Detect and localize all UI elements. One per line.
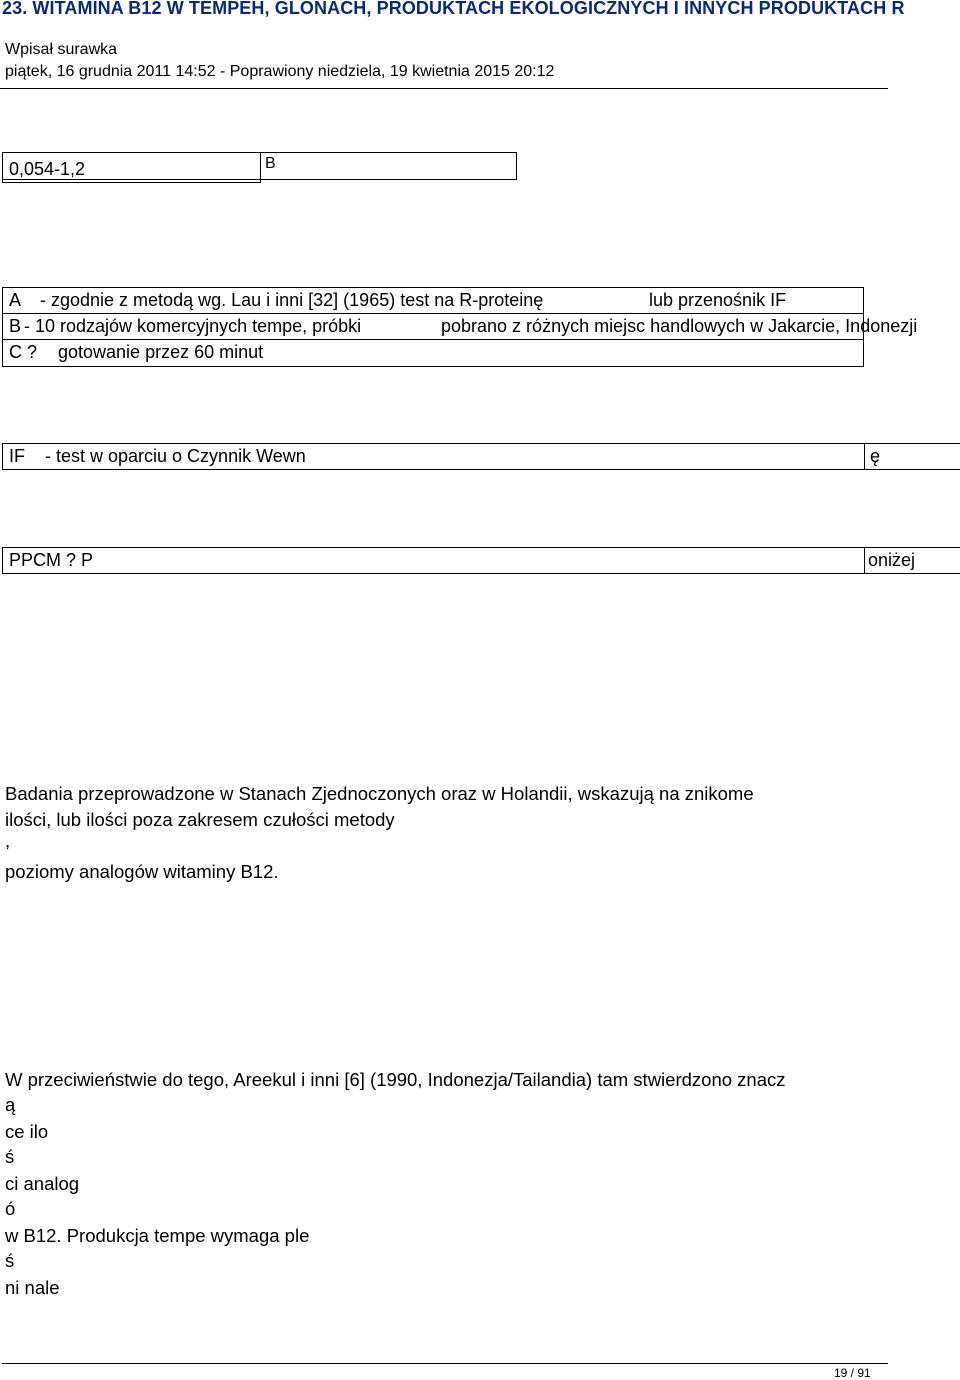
note-c-text: gotowanie przez 60 minut bbox=[58, 342, 264, 362]
paragraph2-line7: w B12. Produkcja tempe wymaga ple bbox=[5, 1225, 310, 1246]
ppcm-tail: oniżej bbox=[868, 550, 916, 570]
note-c-key: C ? bbox=[9, 342, 38, 362]
paragraph1-line2: ilości, lub ilości poza zakresem czułości metody bbox=[5, 809, 395, 830]
if-row-cell-divider bbox=[864, 443, 865, 470]
header-divider bbox=[0, 88, 888, 89]
paragraph2-line8: ś bbox=[5, 1250, 15, 1271]
notes-row-divider-2 bbox=[2, 339, 864, 340]
paragraph2-line1: W przeciwieństwie do tego, Areekul i inni [6] (1990, Indonezja/Tailandia) tam stwierdzono znacz bbox=[5, 1069, 786, 1090]
range-value: 0,054-1,2 bbox=[9, 159, 86, 179]
paragraph1-line4: poziomy analogów witaminy B12. bbox=[5, 861, 279, 882]
paragraph2-line3: ce ilo bbox=[5, 1121, 49, 1142]
article-dates: piątek, 16 grudnia 2011 14:52 - Poprawiony niedziela, 19 kwietnia 2015 20:12 bbox=[5, 63, 555, 80]
ppcm-row-cell-divider bbox=[864, 547, 865, 574]
note-b-tail: pobrano z różnych miejsc handlowych w Jakarcie, Indonezji bbox=[441, 316, 918, 336]
note-b-key: B bbox=[9, 316, 22, 336]
note-a-tail: lub przenośnik IF bbox=[649, 290, 787, 310]
ppcm-key: PPCM ? P bbox=[9, 550, 94, 570]
paragraph2-line9: ni nale bbox=[5, 1277, 60, 1298]
footer-divider bbox=[2, 1363, 888, 1364]
note-b-text: - 10 rodzajów komercyjnych tempe, próbki bbox=[24, 316, 362, 336]
if-tail: ę bbox=[870, 446, 881, 466]
ppcm-row bbox=[2, 547, 960, 574]
paragraph2-line2: ą bbox=[5, 1094, 16, 1115]
note-a-key: A bbox=[9, 290, 22, 310]
paragraph2-line5: ci analog bbox=[5, 1173, 80, 1194]
range-label: B bbox=[265, 155, 276, 172]
paragraph1-line1: Badania przeprowadzone w Stanach Zjednoczonych oraz w Holandii, wskazują na znikome bbox=[5, 783, 754, 804]
note-a-text: - zgodnie z metodą wg. Lau i inni [32] (1965) test na R-proteinę bbox=[40, 290, 544, 310]
if-text: - test w oparciu o Czynnik Wewn bbox=[45, 446, 306, 466]
page-number: 19 / 91 bbox=[834, 1366, 871, 1380]
paragraph1-line3: , bbox=[5, 830, 11, 851]
article-author: Wpisał surawka bbox=[5, 41, 118, 58]
if-key: IF bbox=[9, 446, 25, 466]
paragraph2-line4: ś bbox=[5, 1146, 15, 1167]
notes-row-divider-1 bbox=[2, 313, 864, 314]
article-title: 23. WITAMINA B12 W TEMPEH, GLONACH, PRODUKTACH EKOLOGICZNYCH I INNYCH PRODUKTACH R bbox=[2, 0, 905, 18]
paragraph2-line6: ó bbox=[5, 1198, 16, 1219]
